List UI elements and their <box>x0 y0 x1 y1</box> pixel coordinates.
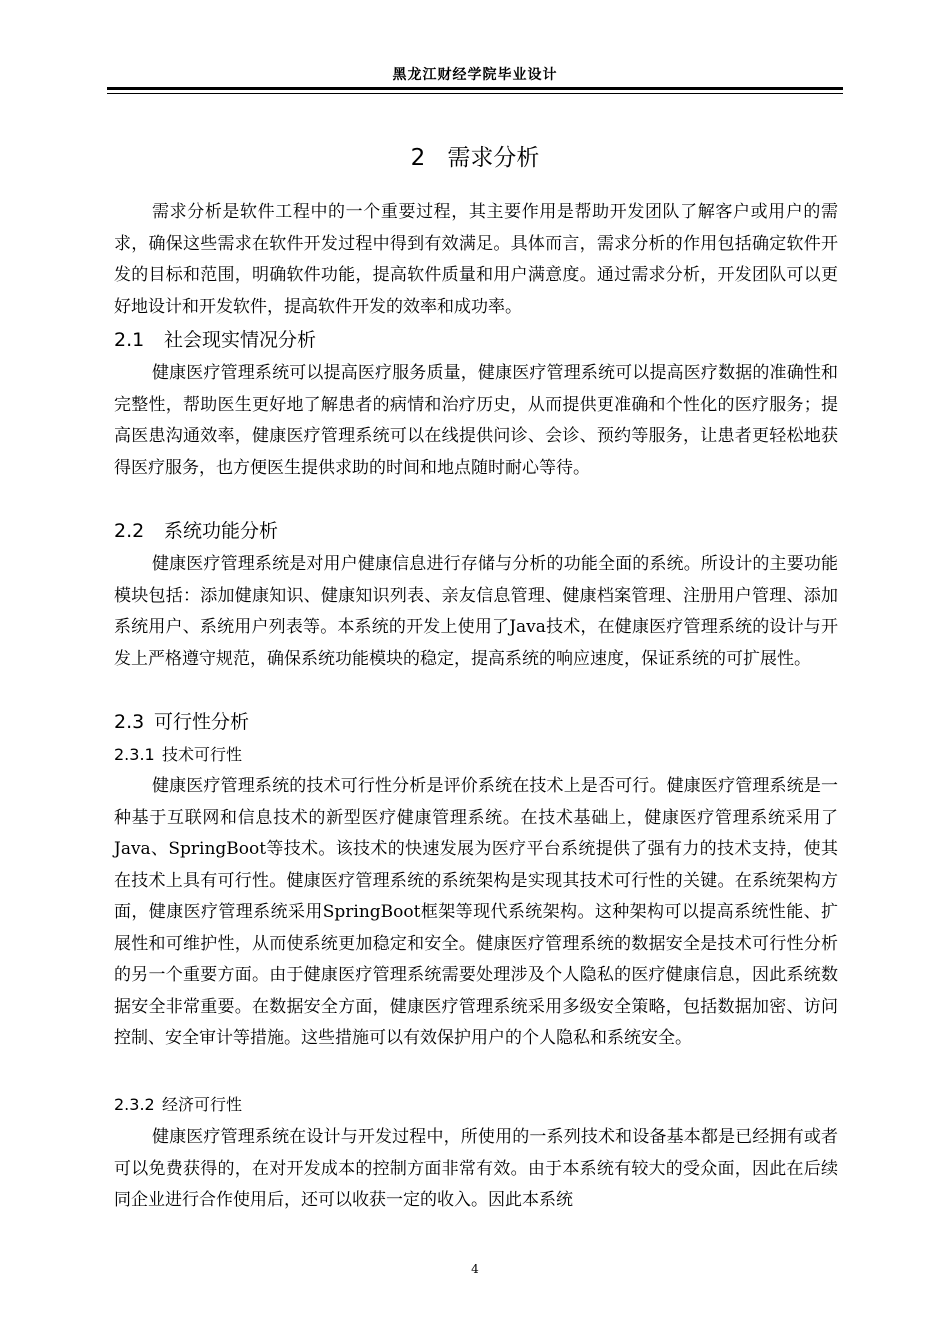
subsection-number: 2.3.2 <box>114 1095 155 1114</box>
subsection-2-3-2-paragraph: 健康医疗管理系统在设计与开发过程中，所使用的一系列技术和设备基本都是已经拥有或者可以免费获得的，在对开发成本的控制方面非常有效。由于本系统有较大的受众面，因此在后续同企业进行合作使用后，还可以收获一定的收入。因此本系统 <box>114 1127 838 1210</box>
subsection-title: 技术可行性 <box>162 745 243 764</box>
section-2-2-paragraph: 健康医疗管理系统是对用户健康信息进行存储与分析的功能全面的系统。所设计的主要功能模块包括：添加健康知识、健康知识列表、亲友信息管理、健康档案管理、注册用户管理、添加系统用户、系统用户列表等。本系统的开发上使用了Java技术，在健康医疗管理系统的设计与开发上严格遵守规范，确保系统功能模块的稳定，提高系统的响应速度，保证系统的可扩展性。 <box>114 554 838 669</box>
chapter-title <box>0 139 950 172</box>
chapter-heading: 需求分析 <box>447 145 540 171</box>
running-header: 黑龙江财经学院毕业设计 <box>392 67 558 83</box>
section-number: 2.1 <box>114 329 145 351</box>
subsection-heading-2-3-1 <box>114 744 242 766</box>
subsection-number: 2.3.1 <box>114 745 155 764</box>
subsection-title: 经济可行性 <box>162 1095 243 1114</box>
section-title: 系统功能分析 <box>164 520 279 542</box>
intro-paragraph: 需求分析是软件工程中的一个重要过程，其主要作用是帮助开发团队了解客户或用户的需求，确保这些需求在软件开发过程中得到有效满足。具体而言，需求分析的作用包括确定软件开发的目标和范围，明确软件功能，提高软件质量和用户满意度。通过需求分析，开发团队可以更好地设计和开发软件，提高软件开发的效率和成功率。 <box>114 202 838 317</box>
page-number: 4 <box>471 1262 479 1276</box>
subsection-heading-2-3-2 <box>114 1094 242 1116</box>
chapter-number: 2 <box>410 145 426 171</box>
section-number: 2.3 <box>114 711 145 733</box>
section-2-1-paragraph: 健康医疗管理系统可以提高医疗服务质量，健康医疗管理系统可以提高医疗数据的准确性和完整性，帮助医生更好地了解患者的病情和治疗历史，从而提供更准确和个性化的医疗服务；提高医患沟通效率，健康医疗管理系统可以在线提供问诊、会诊、预约等服务，让患者更轻松地获得医疗服务，也方便医生提供求助的时间和地点随时耐心等待。 <box>114 363 838 478</box>
section-heading-2-1 <box>114 328 316 352</box>
header-rule-thin <box>107 93 843 94</box>
section-heading-2-3 <box>114 710 249 734</box>
subsection-2-3-1-paragraph: 健康医疗管理系统的技术可行性分析是评价系统在技术上是否可行。健康医疗管理系统是一种基于互联网和信息技术的新型医疗健康管理系统。在技术基础上，健康医疗管理系统采用了Java、SpringBoot等技术。该技术的快速发展为医疗平台系统提供了强有力的技术支持，使其在技术上具有可行性。健康医疗管理系统的系统架构是实现其技术可行性的关键。在系统架构方面，健康医疗管理系统采用SpringBoot框架等现代系统架构。这种架构可以提高系统性能、扩展性和可维护性，从而使系统更加稳定和安全。健康医疗管理系统的数据安全是技术可行性分析的另一个重要方面。由于健康医疗管理系统需要处理涉及个人隐私的医疗健康信息，因此系统数据安全非常重要。在数据安全方面，健康医疗管理系统采用多级安全策略，包括数据加密、访问控制、安全审计等措施。这些措施可以有效保护用户的个人隐私和系统安全。 <box>114 776 838 1048</box>
section-number: 2.2 <box>114 520 145 542</box>
section-title: 社会现实情况分析 <box>164 329 317 351</box>
section-title: 可行性分析 <box>154 711 250 733</box>
header-rule-thick <box>107 87 843 90</box>
section-heading-2-2 <box>114 519 278 543</box>
